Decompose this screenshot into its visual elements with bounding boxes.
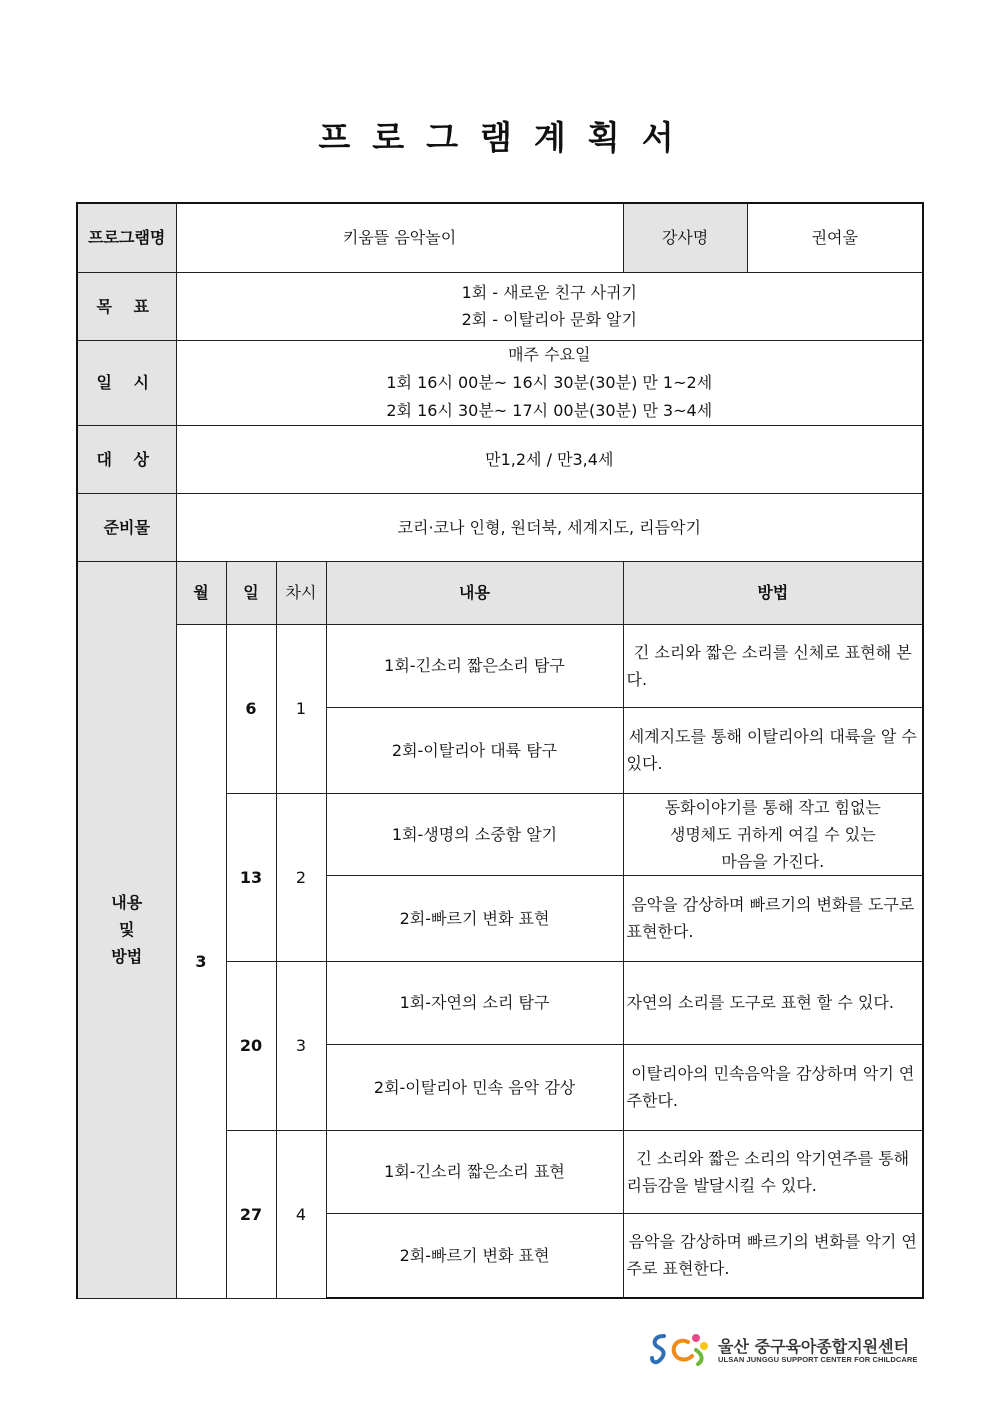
materials-row [77,493,923,561]
logo-korean-name: 울산 중구육아종합지원센터 [718,1337,910,1356]
method-header: 방법 [623,561,923,624]
session-cell: 1 [276,624,326,793]
content-header: 내용 [326,561,623,624]
section-label-line-1: 내용 [111,893,143,912]
content-cell: 1회-생명의 소중함 알기 [326,793,623,875]
day-cell: 20 [226,961,276,1130]
content-cell: 1회-자연의 소리 탐구 [326,961,623,1044]
content-cell: 2회-이탈리아 민속 음악 감상 [326,1044,623,1130]
materials-value: 코리·코나 인형, 원더북, 세계지도, 리듬악기 [176,493,923,561]
method-cell: 긴 소리와 짧은 소리의 악기연주를 통해 리듬감을 발달시킬 수 있다. [623,1130,923,1213]
schedule-line-3: 2회 16시 30분~ 17시 00분(30분) 만 3~4세 [386,400,713,420]
schedule-value [176,340,923,425]
goal-line-2: 2회 - 이탈리아 문화 알기 [461,310,637,329]
day-cell: 13 [226,793,276,961]
table-row [77,624,923,707]
content-cell: 2회-빠르기 변화 표현 [326,875,623,961]
schedule-line-2: 1회 16시 00분~ 16시 30분(30분) 만 1~2세 [386,372,713,392]
day-header: 일 [226,561,276,624]
goal-value [176,272,923,340]
goal-label: 목 표 [77,272,176,340]
content-cell: 2회-빠르기 변화 표현 [326,1213,623,1298]
method-cell: 자연의 소리를 도구로 표현 할 수 있다. [623,961,923,1044]
method-cell: 세계지도를 통해 이탈리아의 대륙을 알 수 있다. [623,707,923,793]
contents-section-label [77,561,176,1298]
program-plan-table [76,202,924,1299]
method-cell: 음악을 감상하며 빠르기의 변화를 악기 연주로 표현한다. [623,1213,923,1298]
day-cell: 6 [226,624,276,793]
schedule-line-1: 매주 수요일 [508,344,591,364]
method-cell: 이탈리아의 민속음악을 감상하며 악기 연주한다. [623,1044,923,1130]
section-label-line-3: 방법 [111,947,143,966]
session-cell: 3 [276,961,326,1130]
goal-row [77,272,923,340]
logo-mark-icon [650,1330,714,1370]
method-line-3: 마음을 가진다. [721,851,825,871]
method-cell [623,793,923,875]
target-label: 대 상 [77,425,176,493]
month-cell: 3 [176,624,226,1298]
session-cell: 2 [276,793,326,961]
day-cell: 27 [226,1130,276,1298]
content-cell: 1회-긴소리 짧은소리 탐구 [326,624,623,707]
goal-line-1: 1회 - 새로운 친구 사귀기 [461,283,637,302]
schedule-label: 일 시 [77,340,176,425]
contents-header-row [77,561,923,624]
instructor-label: 강사명 [623,203,747,272]
schedule-row [77,340,923,425]
target-row [77,425,923,493]
method-line-2: 생명체도 귀하게 여길 수 있는 [669,824,876,844]
session-cell: 4 [276,1130,326,1298]
logo-english-name: ULSAN JUNGGU SUPPORT CENTER FOR CHILDCARE [718,1355,918,1364]
method-line-1: 동화이야기를 통해 작고 힘없는 [664,797,881,817]
instructor-value: 권여울 [747,203,923,272]
target-value: 만1,2세 / 만3,4세 [176,425,923,493]
page-title: 프로그램계획서 [318,118,696,157]
section-label-line-2: 및 [119,920,135,939]
content-cell: 2회-이탈리아 대륙 탐구 [326,707,623,793]
method-cell: 음악을 감상하며 빠르기의 변화를 도구로 표현한다. [623,875,923,961]
program-name-value: 키움뜰 음악놀이 [176,203,623,272]
program-row [77,203,923,272]
center-logo [650,1330,920,1370]
month-header: 월 [176,561,226,624]
materials-label: 준비물 [77,493,176,561]
method-cell: 긴 소리와 짧은 소리를 신체로 표현해 본다. [623,624,923,707]
program-name-label: 프로그램명 [77,203,176,272]
session-header: 차시 [276,561,326,624]
content-cell: 1회-긴소리 짧은소리 표현 [326,1130,623,1213]
